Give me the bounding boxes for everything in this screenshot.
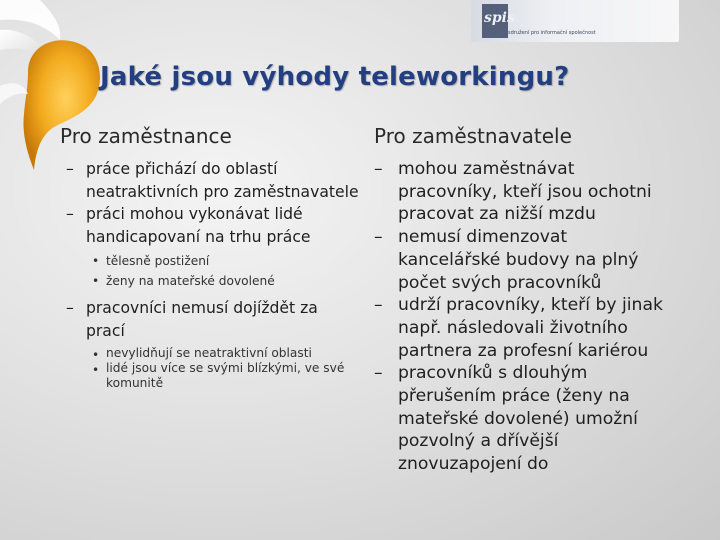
logo-mark — [482, 4, 515, 38]
list-item-text: nemusí dimenzovat kancelářské budovy na plný počet svých pracovníků — [398, 227, 639, 293]
right-list — [374, 158, 674, 476]
dash-marker: – — [374, 363, 383, 384]
sub-list-item — [86, 272, 360, 292]
right-column — [374, 124, 674, 476]
list-item — [18, 297, 360, 391]
sub-list — [86, 252, 360, 291]
list-item-text: pracovníků s dlouhým přerušením práce (ženy na mateřské dovolené) umožní pozvolný a dřívější znovuzapojení do — [398, 363, 638, 475]
list-item-text: práci mohou vykonávat lidé handicapovaní na trhu práce — [86, 205, 311, 246]
bullet-marker: • — [92, 254, 100, 268]
list-item — [18, 158, 360, 203]
sub-list — [86, 346, 360, 391]
list-item — [332, 294, 674, 362]
left-heading: Pro zaměstnance — [60, 124, 232, 148]
left-column — [60, 124, 360, 397]
list-item — [332, 226, 674, 294]
logo-brand: spis — [484, 10, 515, 26]
slide-title: Jaké jsou výhody teleworkingu? — [100, 62, 570, 92]
dash-marker: – — [374, 159, 383, 179]
sub-item-text: nevylidňují se neatraktivní oblasti — [106, 346, 312, 360]
bullet-marker: • — [92, 363, 100, 377]
sub-item-text: tělesně postižení — [106, 254, 210, 268]
bullet-marker: • — [92, 348, 100, 362]
dash-marker: – — [374, 295, 383, 316]
left-list — [60, 158, 360, 391]
right-heading: Pro zaměstnavatele — [374, 124, 572, 148]
spis-logo — [471, 0, 679, 42]
logo-subtitle: sdružení pro informační společnost — [508, 30, 596, 36]
dash-marker: – — [66, 299, 74, 317]
list-item — [18, 203, 360, 291]
sub-item-text: lidé jsou více se svými blízkými, ve své komunitě — [106, 361, 345, 390]
dash-marker: – — [66, 160, 74, 178]
list-item-text: pracovníci nemusí dojíždět za prací — [86, 299, 318, 340]
dash-marker: – — [66, 205, 74, 223]
list-item-text: mohou zaměstnávat pracovníky, kteří jsou ochotni pracovat za nižší mzdu — [398, 159, 652, 225]
list-item-text: udrží pracovníky, kteří by jinak např. následovali životního partnera za profesní kariérou — [398, 295, 663, 361]
dash-marker: – — [374, 227, 383, 248]
sub-list-item — [86, 252, 360, 272]
list-item — [332, 362, 674, 476]
list-item-text: práce přichází do oblastí neatraktivních pro zaměstnavatele — [86, 160, 359, 201]
bullet-marker: • — [92, 273, 100, 288]
list-item — [332, 158, 674, 226]
sub-list-item — [86, 346, 360, 361]
sub-item-text: ženy na mateřské dovolené — [106, 273, 275, 288]
sub-list-item — [86, 361, 360, 391]
